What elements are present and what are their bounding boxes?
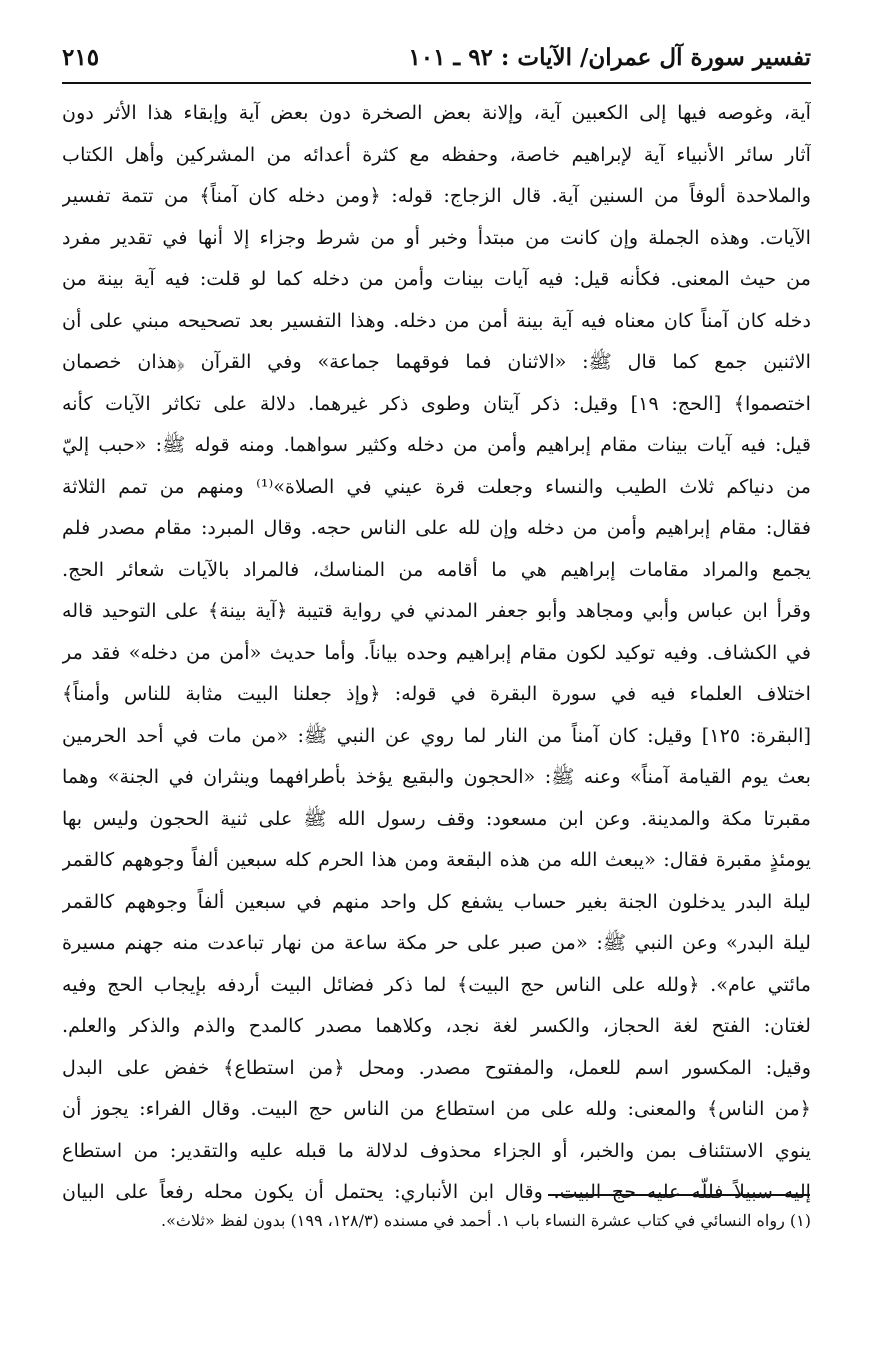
text-line: فقال: مقام إبراهيم وأمن من دخله وإن لله على الناس حجه. وقال المبرد: مقام مصدر فلم xyxy=(62,516,811,539)
footnote: (١) رواه النسائي في كتاب عشرة النساء باب ١. أحمد في مسنده (١٢٨/٣، ١٩٩) بدون لفظ «ثلاث». xyxy=(161,1211,811,1230)
text-line: من حيث المعنى. فكأنه قيل: فيه آيات بينات وأمن من دخله كما لو قلت: فيه آية بينة من xyxy=(62,267,811,290)
text-line: الاثنين جمع كما قال ﷺ: «الاثنان فما فوقهما جماعة» وفي القرآن ﴿هذان خصمان xyxy=(62,350,811,373)
text-line: لغتان: الفتح لغة الحجاز، والكسر لغة نجد، وكلاهما مصدر كالمدح والذم والذكر والعلم. xyxy=(62,1014,811,1037)
text-line: إليه سبيلاً فللّه عليه حج البيت. وقال ابن الأنباري: يحتمل أن يكون محله رفعاً على البيان xyxy=(62,1180,811,1203)
text-line: [البقرة: ١٢٥] وقيل: كان آمناً من النار لما روي عن النبي ﷺ: «من مات في أحد الحرمين xyxy=(62,723,811,747)
text-line: والملاحدة ألوفاً من السنين آية. قال الزجاج: قوله: ﴿ومن دخله كان آمناً﴾ من تتمة تفسير xyxy=(62,184,811,207)
text-line: آثار سائر الأنبياء آية لإبراهيم خاصة، وحفظه مع كثرة أعدائه من المشركين وأهل الكتاب xyxy=(62,142,811,166)
text-line: يجمع والمراد مقامات إبراهيم هي ما أقامه من المناسك، فالمراد بالآيات شعائر الحج. xyxy=(62,557,811,581)
footnote-divider xyxy=(548,1194,810,1196)
text-line: يومئذٍ مقبرة فقال: «يبعث الله من هذه البقعة ومن هذا الحرم كله سبعين ألفاً وجوههم كالقمر xyxy=(62,848,811,871)
page-number: ٢١٥ xyxy=(62,44,100,71)
body-text xyxy=(62,92,811,1213)
running-title: تفسير سورة آل عمران/ الآيات : ٩٢ ـ ١٠١ xyxy=(408,44,811,71)
text-line: ينوي الاستئناف بمن والخبر، أو الجزاء محذوف لدلالة ما قبله عليه والتقدير: من استطاع xyxy=(62,1138,811,1162)
text-line: مائتي عام». ﴿ولله على الناس حج البيت﴾ لما ذكر فضائل البيت أردفه بإيجاب الحج وفيه xyxy=(62,972,811,996)
text-line: الآيات. وهذه الجملة وإن كانت من مبتدأ وخبر أو من شرط وجزاء إلا أنها في تقدير مفرد xyxy=(62,225,811,249)
text-line: ليلة البدر يدخلون الجنة بغير حساب يشفع كل واحد منهم في سبعين ألفاً وجوههم كالقمر xyxy=(62,889,811,913)
page-header xyxy=(62,42,811,84)
text-line: وقرأ ابن عباس وأبي ومجاهد وأبو جعفر المدني في رواية قتيبة ﴿آية بينة﴾ على التوحيد قاله xyxy=(62,599,811,622)
text-line: من دنياكم ثلاث الطيب والنساء وجعلت قرة عيني في الصلاة»⁽¹⁾ ومنهم من تمم الثلاثة xyxy=(62,474,811,498)
text-line: ليلة البدر» وعن النبي ﷺ: «من صبر على حر مكة ساعة من نهار تباعدت منه جهنم مسيرة xyxy=(62,931,811,954)
text-line: ﴿من الناس﴾ والمعنى: ولله على من استطاع من الناس حج البيت. وقال الفراء: يجوز أن xyxy=(62,1097,811,1120)
text-line: آية، وغوصه فيها إلى الكعبين آية، وإلانة بعض الصخرة دون بعض آية وإبقاء هذا الأثر دون xyxy=(62,101,811,124)
text-line: مقبرتا مكة والمدينة. وعن ابن مسعود: وقف رسول الله ﷺ على ثنية الحجون وليس بها xyxy=(62,806,811,830)
text-line: قيل: فيه آيات بينات مقام إبراهيم وأمن من دخله وكثير سواهما. ومنه قوله ﷺ: «حبب إليّ xyxy=(62,433,811,456)
text-line: دخله كان آمناً كان معناه فيه آية بينة أمن من دخله. وهذا التفسير بعد تصحيحه مبني على أن xyxy=(62,308,811,332)
text-line: في الكشاف. وفيه توكيد لكون مقام إبراهيم وحده بياناً. وأما حديث «أمن من دخله» فقد مر xyxy=(62,640,811,664)
text-line: بعث يوم القيامة آمناً» وعنه ﷺ: «الحجون والبقيع يؤخذ بأطرافهما وينثران في الجنة» وهما xyxy=(62,765,811,788)
text-line: اختصموا﴾ [الحج: ١٩] وقيل: ذكر آيتان وطوى ذكر غيرهما. دلالة على تكاثر الآيات كأنه xyxy=(62,391,811,415)
text-line: وقيل: المكسور اسم للعمل، والمفتوح مصدر. ومحل ﴿من استطاع﴾ خفض على البدل xyxy=(62,1055,811,1079)
text-line: اختلاف العلماء فيه في سورة البقرة في قوله: ﴿وإذ جعلنا البيت مثابة للناس وأمناً﴾ xyxy=(62,682,811,705)
